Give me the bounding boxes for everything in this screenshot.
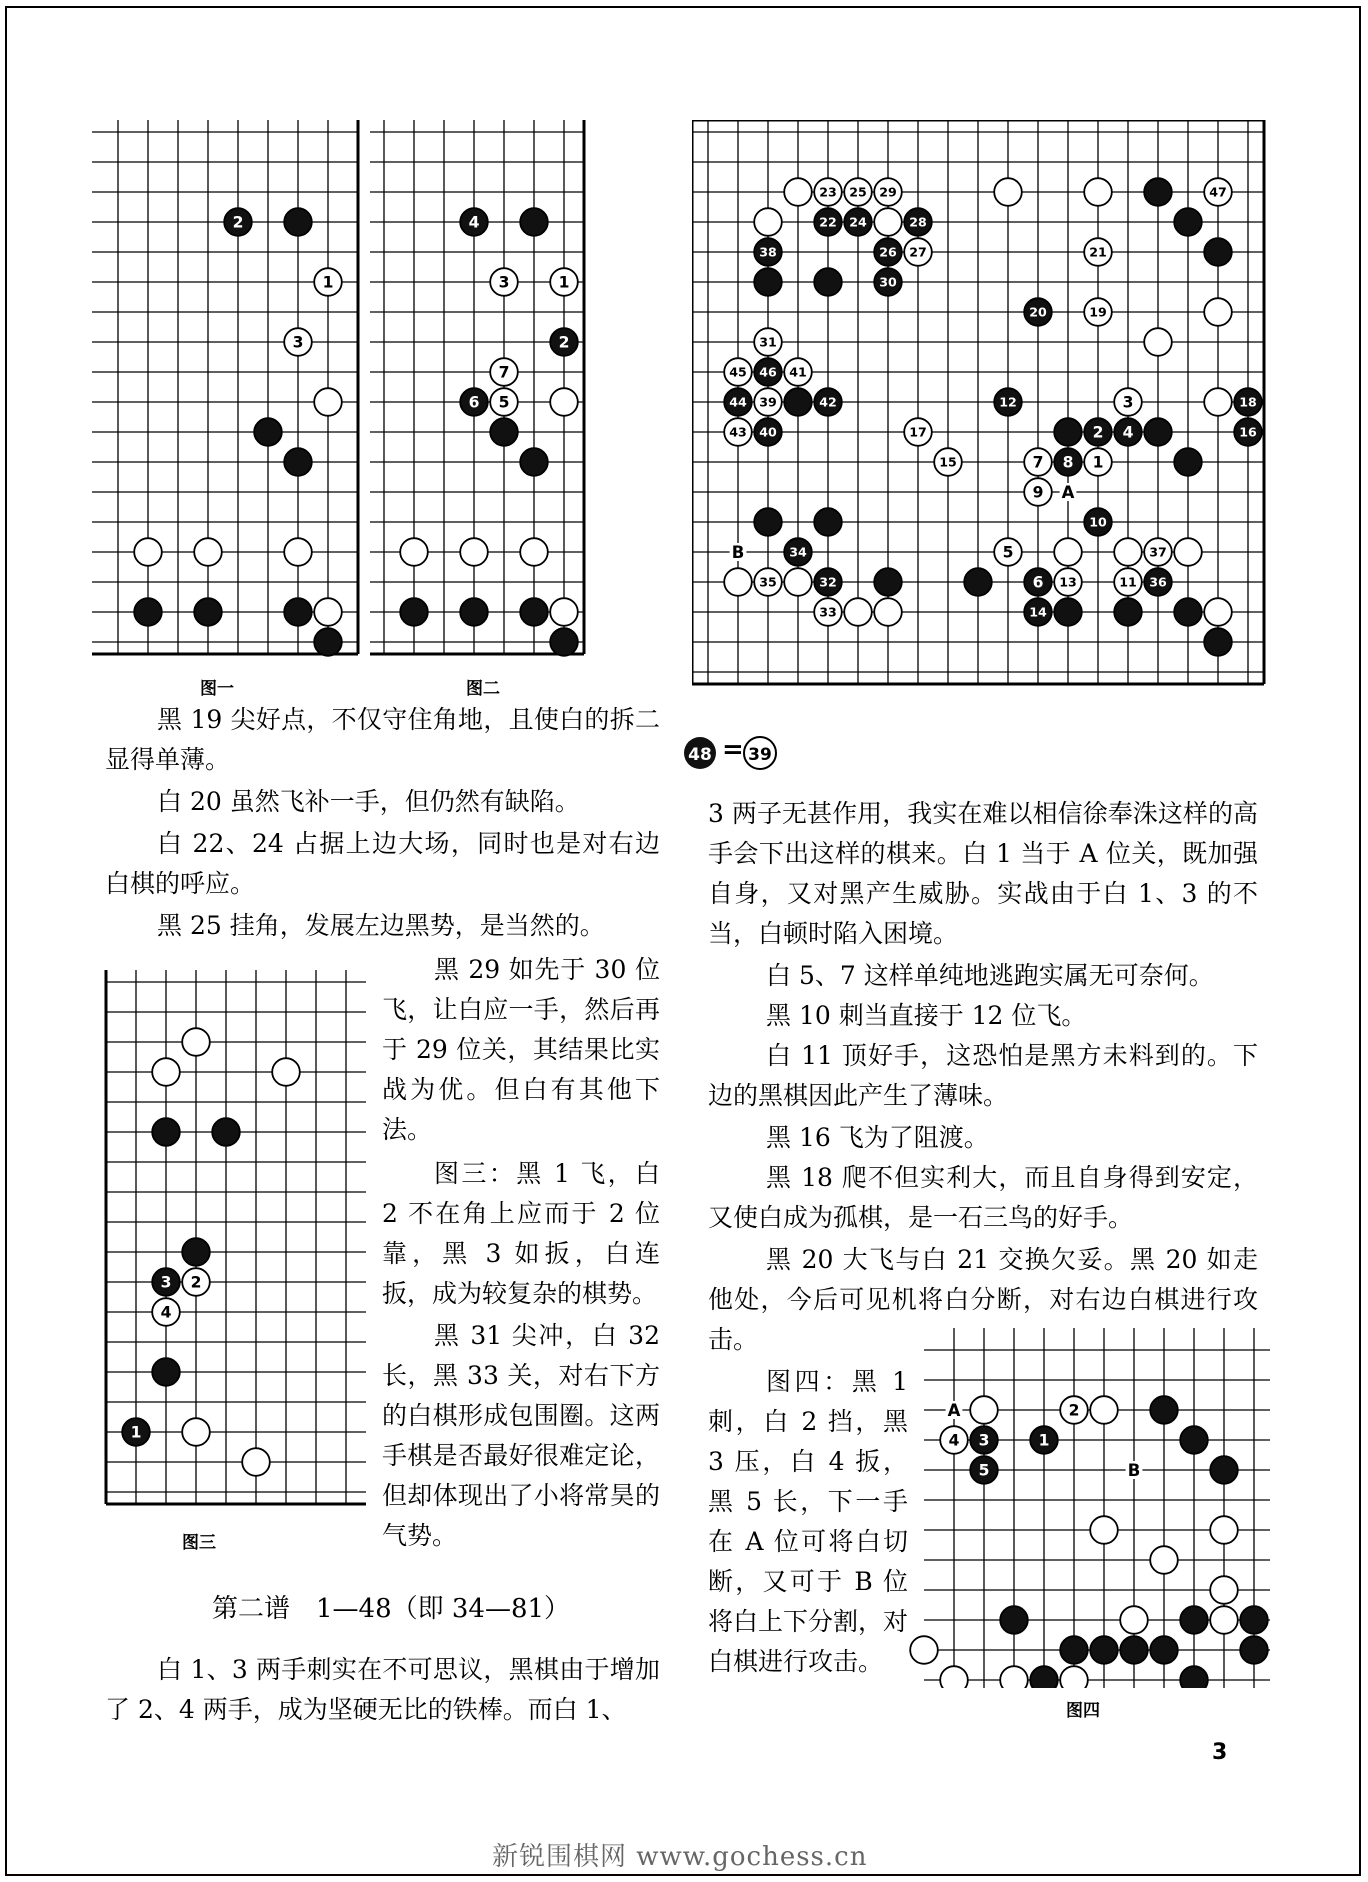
left-side-paragraph-1: 黑 29 如先于 30 位飞，让白应一手，然后再于 29 位关，其结果比实战为优。但白有其他下法。 — [382, 955, 660, 1144]
white-stone — [490, 268, 518, 296]
white-stone — [994, 538, 1022, 566]
white-stone — [724, 358, 752, 386]
black-stone — [254, 418, 282, 446]
black-stone — [1204, 628, 1232, 656]
black-stone — [520, 448, 548, 476]
stone-number: 30 — [879, 274, 897, 290]
left-paragraph-2: 白 20 虽然飞补一手，但仍然有缺陷。 — [157, 787, 580, 816]
stone-number: 45 — [729, 364, 747, 380]
diagram-fig3 — [100, 970, 375, 1515]
white-stone — [1084, 298, 1112, 326]
stone-number: 1 — [322, 273, 334, 292]
white-stone — [490, 388, 518, 416]
white-stone — [1054, 568, 1082, 596]
stone-number: 24 — [849, 214, 867, 230]
stone-number: 11 — [1119, 574, 1137, 590]
black-stone — [1120, 1636, 1148, 1664]
black-stone — [1204, 238, 1232, 266]
black-stone — [1024, 298, 1052, 326]
white-stone — [754, 328, 782, 356]
black-stone — [152, 1358, 180, 1386]
black-stone — [224, 208, 252, 236]
white-stone — [134, 538, 162, 566]
left-side-paragraph-2: 图三：黑 1 飞，白 2 不在角上应而于 2 位靠，黑 3 如扳，白连扳，成为较复杂的棋势。 — [382, 1159, 660, 1308]
black-stone — [784, 538, 812, 566]
white-stone — [284, 328, 312, 356]
black-stone — [1054, 598, 1082, 626]
black-stone — [874, 238, 902, 266]
stone-number: 3 — [292, 333, 304, 352]
black-stone — [1144, 178, 1172, 206]
left-paragraph-3: 白 22、24 占据上边大场，同时也是对右边白棋的呼应。 — [105, 829, 660, 898]
black-stone — [1144, 418, 1172, 446]
white-stone — [1054, 538, 1082, 566]
black-stone — [970, 1456, 998, 1484]
black-stone — [784, 388, 812, 416]
stone-number: 1 — [130, 1423, 142, 1442]
stone-number: 46 — [759, 364, 777, 380]
black-stone — [1240, 1636, 1268, 1664]
stone-number: 6 — [468, 393, 480, 412]
black-stone — [1090, 1636, 1118, 1664]
white-stone — [1210, 1606, 1238, 1634]
stone-number: 29 — [879, 184, 897, 200]
white-stone — [182, 1268, 210, 1296]
stone-number: 32 — [819, 574, 837, 590]
stone-number: 3 — [160, 1273, 172, 1292]
white-stone — [970, 1396, 998, 1424]
white-stone — [754, 568, 782, 596]
white-stone — [460, 538, 488, 566]
stone-number: 4 — [160, 1303, 172, 1322]
black-stone — [1180, 1426, 1208, 1454]
stone-number: 23 — [819, 184, 837, 200]
black-stone — [490, 418, 518, 446]
stone-number: 20 — [1029, 304, 1047, 320]
black-stone — [814, 508, 842, 536]
black-stone — [1174, 448, 1202, 476]
black-stone — [134, 598, 162, 626]
stone-number: 35 — [759, 574, 777, 590]
white-stone — [182, 1028, 210, 1056]
right-paragraph-5: 黑 16 飞为了阻渡。 — [766, 1123, 989, 1152]
left-paragraph-4: 黑 25 挂角，发展左边黑势，是当然的。 — [157, 911, 605, 940]
stone-number: 5 — [1002, 543, 1014, 562]
fig1-grid — [92, 120, 358, 654]
stone-number: 5 — [498, 393, 510, 412]
stone-number: 6 — [1032, 573, 1044, 592]
left-paragraph-5: 白 1、3 两手刺实在不可思议，黑棋由于增加了 2、4 两手，成为坚硬无比的铁棒。而白 1、 — [105, 1655, 660, 1724]
black-stone — [460, 208, 488, 236]
board-label: A — [1061, 483, 1075, 502]
white-stone — [874, 208, 902, 236]
black-stone — [814, 568, 842, 596]
main-note-equals: = — [722, 735, 744, 765]
right-paragraph-6: 黑 18 爬不但实利大，而且自身得到安定，又使白成为孤棋，是一石三鸟的好手。 — [708, 1163, 1258, 1232]
black-stone — [1234, 418, 1262, 446]
black-stone — [1024, 568, 1052, 596]
stone-number: 26 — [879, 244, 897, 260]
white-stone — [1144, 328, 1172, 356]
diagram-main — [692, 120, 1292, 710]
stone-number: 19 — [1089, 304, 1107, 320]
black-stone — [212, 1118, 240, 1146]
stone-number: 9 — [1032, 483, 1044, 502]
black-stone — [520, 208, 548, 236]
white-stone — [1210, 1516, 1238, 1544]
stone-number: 47 — [1209, 184, 1227, 200]
black-stone — [284, 598, 312, 626]
black-stone — [400, 598, 428, 626]
main-note-black-label: 48 — [688, 745, 712, 765]
stone-number: 3 — [978, 1431, 990, 1450]
stone-number: 2 — [1092, 423, 1104, 442]
right-paragraph-3: 黑 10 刺当直接于 12 位飞。 — [766, 1001, 1087, 1030]
white-stone — [1084, 178, 1112, 206]
right-side-paragraph: 图四：黑 1 刺，白 2 挡，黑 3 压，白 4 扳，黑 5 长，下一手在 A 位可将白切断，又可于 B 位将白上下分割，对白棋进行攻击。 — [708, 1367, 909, 1676]
white-stone — [724, 418, 752, 446]
white-stone — [844, 598, 872, 626]
stone-number: 39 — [759, 394, 777, 410]
stone-number: 37 — [1149, 544, 1167, 560]
fig3-caption: 图三 — [182, 1533, 216, 1553]
black-stone — [1030, 1426, 1058, 1454]
white-stone — [910, 1636, 938, 1664]
white-stone — [1060, 1396, 1088, 1424]
white-stone — [400, 538, 428, 566]
black-stone — [314, 628, 342, 656]
black-stone — [754, 508, 782, 536]
diagram-fig1 — [92, 120, 362, 660]
black-stone — [994, 388, 1022, 416]
right-paragraph-4: 白 11 顶好手，这恐怕是黑方未料到的。下边的黑棋因此产生了薄味。 — [708, 1041, 1258, 1110]
white-stone — [1210, 1576, 1238, 1604]
stone-number: 17 — [909, 424, 927, 440]
white-stone — [784, 178, 812, 206]
white-stone — [1204, 178, 1232, 206]
stone-number: 40 — [759, 424, 777, 440]
diagram-fig4 — [900, 1328, 1270, 1688]
white-stone — [152, 1058, 180, 1086]
black-stone — [1180, 1666, 1208, 1688]
board-label: B — [731, 543, 745, 562]
black-stone — [754, 358, 782, 386]
black-stone — [1060, 1636, 1088, 1664]
white-stone — [904, 238, 932, 266]
white-stone — [182, 1418, 210, 1446]
page-number: 3 — [1212, 1740, 1228, 1765]
stone-number: 28 — [909, 214, 927, 230]
white-stone — [1084, 238, 1112, 266]
board-label: B — [1127, 1461, 1141, 1480]
stone-number: 2 — [190, 1273, 202, 1292]
stone-number: 21 — [1089, 244, 1107, 260]
fig2-grid — [370, 120, 584, 654]
black-stone — [874, 268, 902, 296]
black-stone — [814, 388, 842, 416]
stone-number: 22 — [819, 214, 837, 230]
stone-number: 34 — [789, 544, 807, 560]
black-stone — [814, 208, 842, 236]
white-stone — [490, 358, 518, 386]
white-stone — [784, 568, 812, 596]
stone-number: 25 — [849, 184, 867, 200]
black-stone — [1084, 508, 1112, 536]
white-stone — [1114, 388, 1142, 416]
stone-number: 4 — [948, 1431, 960, 1450]
white-stone — [194, 538, 222, 566]
stone-number: 3 — [1122, 393, 1134, 412]
stone-number: 14 — [1029, 604, 1047, 620]
white-stone — [754, 388, 782, 416]
section-title: 第二谱 1—48（即 34—81） — [212, 1594, 571, 1624]
stone-number: 2 — [232, 213, 244, 232]
black-stone — [460, 598, 488, 626]
stone-number: 13 — [1059, 574, 1077, 590]
stone-number: 42 — [819, 394, 837, 410]
black-stone — [182, 1238, 210, 1266]
white-stone — [242, 1448, 270, 1476]
white-stone — [874, 178, 902, 206]
black-stone — [754, 238, 782, 266]
stone-number: 10 — [1089, 514, 1107, 530]
black-stone — [1234, 388, 1262, 416]
white-stone — [1114, 568, 1142, 596]
black-stone — [970, 1426, 998, 1454]
white-stone — [314, 268, 342, 296]
stone-number: 4 — [468, 213, 480, 232]
black-stone — [1144, 568, 1172, 596]
stone-number: 12 — [999, 394, 1017, 410]
black-stone — [754, 418, 782, 446]
fig4-caption: 图四 — [1066, 1701, 1100, 1721]
main-note-white-stone — [740, 733, 780, 773]
main-note-white-label: 39 — [748, 745, 772, 765]
white-stone — [1000, 1666, 1028, 1688]
stone-number: 36 — [1149, 574, 1167, 590]
stone-number: 16 — [1239, 424, 1257, 440]
stone-number: 31 — [759, 334, 777, 350]
black-stone — [1210, 1456, 1238, 1484]
white-stone — [940, 1426, 968, 1454]
white-stone — [1204, 388, 1232, 416]
black-stone — [1000, 1606, 1028, 1634]
black-stone — [964, 568, 992, 596]
black-stone — [1114, 598, 1142, 626]
white-stone — [550, 598, 578, 626]
white-stone — [1060, 1666, 1088, 1688]
black-stone — [1174, 598, 1202, 626]
white-stone — [1174, 538, 1202, 566]
black-stone — [814, 268, 842, 296]
white-stone — [550, 388, 578, 416]
white-stone — [814, 598, 842, 626]
black-stone — [754, 268, 782, 296]
white-stone — [284, 538, 312, 566]
white-stone — [1204, 598, 1232, 626]
black-stone — [1084, 418, 1112, 446]
fig1-caption: 图一 — [200, 679, 234, 699]
white-stone — [272, 1058, 300, 1086]
right-paragraph-2: 白 5、7 这样单纯地逃跑实属无可奈何。 — [766, 961, 1214, 990]
white-stone — [1084, 448, 1112, 476]
stone-number: 43 — [729, 424, 747, 440]
black-stone — [520, 598, 548, 626]
black-stone — [1054, 448, 1082, 476]
black-stone — [1054, 418, 1082, 446]
stone-number: 1 — [1092, 453, 1104, 472]
white-stone — [874, 598, 902, 626]
white-stone — [1090, 1516, 1118, 1544]
black-stone — [724, 388, 752, 416]
black-stone — [904, 208, 932, 236]
stone-number: 41 — [789, 364, 807, 380]
black-stone — [1114, 418, 1142, 446]
white-stone — [1150, 1546, 1178, 1574]
white-stone — [314, 598, 342, 626]
diagram-fig2 — [370, 120, 620, 660]
black-stone — [1174, 208, 1202, 236]
white-stone — [550, 268, 578, 296]
stone-number: 2 — [558, 333, 570, 352]
white-stone — [520, 538, 548, 566]
black-stone — [874, 568, 902, 596]
white-stone — [994, 178, 1022, 206]
black-stone — [284, 448, 312, 476]
fig4-grid — [924, 1328, 1270, 1688]
white-stone — [152, 1298, 180, 1326]
black-stone — [550, 628, 578, 656]
black-stone — [844, 208, 872, 236]
stone-number: 1 — [558, 273, 570, 292]
black-stone — [194, 598, 222, 626]
black-stone — [1240, 1606, 1268, 1634]
watermark: 新锐围棋网 www.gochess.cn — [492, 1842, 868, 1872]
black-stone — [122, 1418, 150, 1446]
black-stone — [152, 1118, 180, 1146]
white-stone — [724, 568, 752, 596]
white-stone — [904, 418, 932, 446]
stone-number: 2 — [1068, 1401, 1080, 1420]
stone-number: 33 — [819, 604, 837, 620]
right-paragraph-1: 3 两子无甚作用，我实在难以相信徐奉洙这样的高手会下出这样的棋来。白 1 当于 A 位关，既加强自身，又对黑产生威胁。实战由于白 1、3 的不当，白顿时陷入困境。 — [708, 799, 1258, 948]
stone-number: 44 — [729, 394, 747, 410]
white-stone — [754, 208, 782, 236]
black-stone — [284, 208, 312, 236]
stone-number: 1 — [1038, 1431, 1050, 1450]
stone-number: 8 — [1062, 453, 1074, 472]
stone-number: 27 — [909, 244, 927, 260]
white-stone — [1204, 298, 1232, 326]
white-stone — [940, 1666, 968, 1688]
white-stone — [784, 358, 812, 386]
fig2-caption: 图二 — [466, 679, 500, 699]
black-stone — [1180, 1606, 1208, 1634]
stone-number: 38 — [759, 244, 777, 260]
white-stone — [844, 178, 872, 206]
black-stone — [1024, 598, 1052, 626]
stone-number: 7 — [1032, 453, 1044, 472]
white-stone — [1144, 538, 1172, 566]
white-stone — [1024, 478, 1052, 506]
stone-number: 5 — [978, 1461, 990, 1480]
right-paragraph-7: 黑 20 大飞与白 21 交换欠妥。黑 20 如走他处，今后可见机将白分断，对右边白棋进行攻击。 — [708, 1245, 1258, 1354]
white-stone — [814, 178, 842, 206]
black-stone — [1150, 1396, 1178, 1424]
white-stone — [1090, 1396, 1118, 1424]
black-stone — [460, 388, 488, 416]
left-paragraph-1: 黑 19 尖好点，不仅守住角地，且使白的拆二显得单薄。 — [105, 705, 660, 774]
stone-number: 15 — [939, 454, 957, 470]
black-stone — [1030, 1666, 1058, 1688]
main-note-black-stone — [680, 733, 720, 773]
white-stone — [314, 388, 342, 416]
left-side-paragraph-3: 黑 31 尖冲，白 32 长，黑 33 关，对右下方的白棋形成包围圈。这两手棋是否最好很难定论，但却体现出了小将常昊的气势。 — [382, 1321, 660, 1550]
white-stone — [1120, 1606, 1148, 1634]
white-stone — [1024, 448, 1052, 476]
stone-number: 18 — [1239, 394, 1257, 410]
white-stone — [934, 448, 962, 476]
board-label: A — [947, 1401, 961, 1420]
stone-number: 3 — [498, 273, 510, 292]
black-stone — [550, 328, 578, 356]
stone-number: 7 — [498, 363, 510, 382]
stone-number: 4 — [1122, 423, 1134, 442]
black-stone — [1150, 1636, 1178, 1664]
black-stone — [152, 1268, 180, 1296]
white-stone — [1114, 538, 1142, 566]
